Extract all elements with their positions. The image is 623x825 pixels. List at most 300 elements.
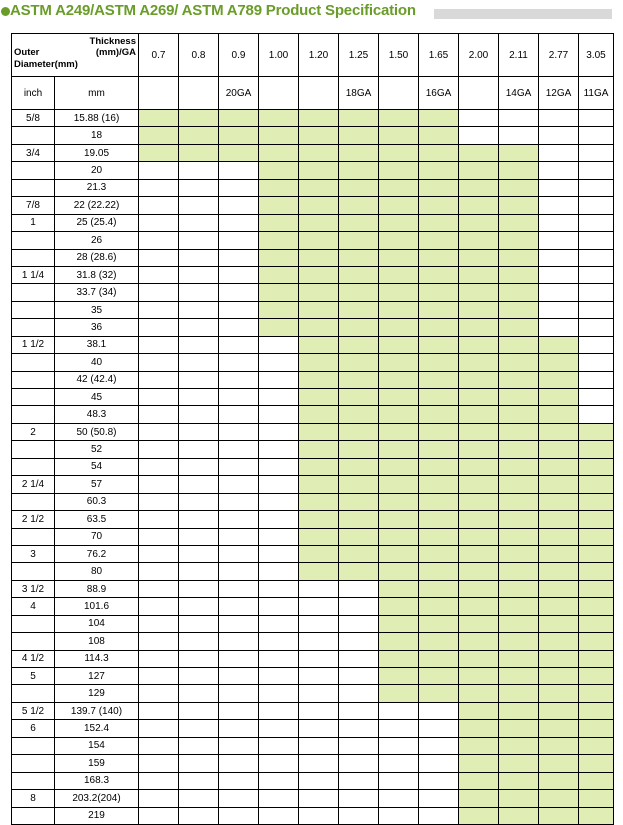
availability-cell	[139, 650, 179, 667]
availability-cell	[259, 772, 299, 789]
availability-cell	[299, 458, 339, 475]
inch-cell	[12, 284, 55, 301]
availability-cell	[139, 458, 179, 475]
availability-cell	[259, 668, 299, 685]
availability-cell	[259, 493, 299, 510]
availability-cell	[379, 528, 419, 545]
availability-cell	[219, 511, 259, 528]
mm-cell: 76.2	[55, 545, 139, 562]
availability-cell	[379, 249, 419, 266]
table-row	[12, 110, 614, 127]
availability-cell	[539, 232, 579, 249]
table-row	[12, 650, 614, 667]
availability-cell	[419, 127, 459, 144]
availability-cell	[579, 319, 614, 336]
availability-cell	[339, 598, 379, 615]
inch-cell: 1 1/4	[12, 266, 55, 283]
table-row	[12, 389, 614, 406]
availability-cell	[219, 319, 259, 336]
mm-cell: 36	[55, 319, 139, 336]
table-row	[12, 441, 614, 458]
inch-cell	[12, 371, 55, 388]
availability-cell	[579, 493, 614, 510]
availability-cell	[579, 545, 614, 562]
mm-cell: 88.9	[55, 580, 139, 597]
availability-cell	[219, 755, 259, 772]
mm-cell: 152.4	[55, 720, 139, 737]
availability-cell	[379, 807, 419, 824]
availability-cell	[259, 720, 299, 737]
table-row	[12, 354, 614, 371]
availability-cell	[419, 737, 459, 754]
availability-cell	[259, 685, 299, 702]
availability-cell	[299, 197, 339, 214]
availability-cell	[579, 737, 614, 754]
availability-cell	[259, 144, 299, 161]
inch-cell: 5 1/2	[12, 702, 55, 719]
availability-cell	[299, 214, 339, 231]
availability-cell	[419, 493, 459, 510]
availability-cell	[579, 790, 614, 807]
availability-cell	[219, 772, 259, 789]
inch-cell: 3/4	[12, 144, 55, 161]
mm-cell: 70	[55, 528, 139, 545]
availability-cell	[499, 528, 539, 545]
availability-cell	[419, 702, 459, 719]
inch-cell	[12, 528, 55, 545]
availability-cell	[299, 162, 339, 179]
availability-cell	[579, 249, 614, 266]
availability-cell	[459, 249, 499, 266]
mm-cell: 159	[55, 755, 139, 772]
inch-cell	[12, 389, 55, 406]
availability-cell	[379, 545, 419, 562]
thickness-header: 2.77	[539, 34, 579, 77]
mm-cell: 80	[55, 563, 139, 580]
availability-cell	[419, 336, 459, 353]
availability-cell	[499, 354, 539, 371]
availability-cell	[219, 371, 259, 388]
mm-cell: 35	[55, 301, 139, 318]
availability-cell	[179, 389, 219, 406]
table-row	[12, 162, 614, 179]
mm-cell: 20	[55, 162, 139, 179]
availability-cell	[419, 179, 459, 196]
availability-cell	[339, 668, 379, 685]
availability-cell	[459, 336, 499, 353]
availability-cell	[299, 127, 339, 144]
gauge-cell: 20GA	[219, 77, 259, 110]
thickness-header: 1.50	[379, 34, 419, 77]
availability-cell	[179, 179, 219, 196]
inch-cell	[12, 232, 55, 249]
availability-cell	[419, 633, 459, 650]
availability-cell	[579, 232, 614, 249]
availability-cell	[539, 354, 579, 371]
availability-cell	[379, 458, 419, 475]
availability-cell	[459, 127, 499, 144]
availability-cell	[219, 580, 259, 597]
availability-cell	[219, 633, 259, 650]
availability-cell	[179, 354, 219, 371]
availability-cell	[379, 441, 419, 458]
availability-cell	[539, 772, 579, 789]
availability-cell	[419, 790, 459, 807]
availability-cell	[499, 563, 539, 580]
availability-cell	[219, 790, 259, 807]
availability-cell	[459, 232, 499, 249]
availability-cell	[579, 772, 614, 789]
availability-cell	[459, 389, 499, 406]
availability-cell	[339, 319, 379, 336]
availability-cell	[219, 249, 259, 266]
availability-cell	[299, 144, 339, 161]
availability-cell	[379, 214, 419, 231]
bullet-icon	[1, 7, 10, 16]
availability-cell	[459, 650, 499, 667]
availability-cell	[139, 580, 179, 597]
inch-cell: 1	[12, 214, 55, 231]
availability-cell	[539, 545, 579, 562]
availability-cell	[459, 197, 499, 214]
availability-cell	[299, 406, 339, 423]
availability-cell	[299, 545, 339, 562]
availability-cell	[539, 284, 579, 301]
availability-cell	[579, 284, 614, 301]
availability-cell	[579, 580, 614, 597]
availability-cell	[179, 580, 219, 597]
availability-cell	[219, 476, 259, 493]
availability-cell	[419, 545, 459, 562]
mm-cell: 154	[55, 737, 139, 754]
availability-cell	[299, 755, 339, 772]
availability-cell	[339, 284, 379, 301]
availability-cell	[539, 668, 579, 685]
table-row	[12, 633, 614, 650]
availability-cell	[299, 807, 339, 824]
availability-cell	[379, 598, 419, 615]
table-row	[12, 319, 614, 336]
thickness-label: Thickness (mm)/GA	[89, 36, 136, 58]
availability-cell	[539, 563, 579, 580]
mm-cell: 104	[55, 615, 139, 632]
availability-cell	[339, 476, 379, 493]
availability-cell	[259, 319, 299, 336]
gauge-cell	[459, 77, 499, 110]
table-row	[12, 545, 614, 562]
thickness-header: 1.00	[259, 34, 299, 77]
availability-cell	[139, 668, 179, 685]
thickness-header: 0.8	[179, 34, 219, 77]
availability-cell	[219, 144, 259, 161]
mm-cell: 127	[55, 668, 139, 685]
spec-table	[11, 33, 614, 825]
availability-cell	[299, 702, 339, 719]
availability-cell	[179, 493, 219, 510]
availability-cell	[459, 162, 499, 179]
table-row	[12, 807, 614, 824]
thickness-header: 1.65	[419, 34, 459, 77]
availability-cell	[339, 127, 379, 144]
availability-cell	[179, 755, 219, 772]
availability-cell	[539, 650, 579, 667]
title-decor-bar	[434, 9, 612, 19]
availability-cell	[499, 545, 539, 562]
availability-cell	[379, 423, 419, 440]
availability-cell	[539, 476, 579, 493]
availability-cell	[299, 511, 339, 528]
availability-cell	[139, 214, 179, 231]
availability-cell	[259, 511, 299, 528]
inch-cell	[12, 249, 55, 266]
availability-cell	[339, 511, 379, 528]
availability-cell	[259, 232, 299, 249]
availability-cell	[579, 807, 614, 824]
availability-cell	[499, 650, 539, 667]
availability-cell	[539, 511, 579, 528]
availability-cell	[379, 772, 419, 789]
availability-cell	[459, 110, 499, 127]
availability-cell	[579, 336, 614, 353]
availability-cell	[259, 389, 299, 406]
availability-cell	[539, 197, 579, 214]
availability-cell	[579, 598, 614, 615]
availability-cell	[339, 354, 379, 371]
table-row	[12, 580, 614, 597]
availability-cell	[259, 528, 299, 545]
availability-cell	[499, 162, 539, 179]
inch-cell	[12, 441, 55, 458]
availability-cell	[379, 284, 419, 301]
availability-cell	[219, 458, 259, 475]
availability-cell	[219, 301, 259, 318]
availability-cell	[299, 476, 339, 493]
availability-cell	[139, 232, 179, 249]
availability-cell	[379, 476, 419, 493]
availability-cell	[139, 476, 179, 493]
availability-cell	[259, 563, 299, 580]
availability-cell	[139, 493, 179, 510]
availability-cell	[139, 179, 179, 196]
availability-cell	[339, 301, 379, 318]
availability-cell	[139, 702, 179, 719]
availability-cell	[579, 144, 614, 161]
inch-cell	[12, 807, 55, 824]
availability-cell	[299, 772, 339, 789]
availability-cell	[499, 423, 539, 440]
mm-cell: 203.2(204)	[55, 790, 139, 807]
availability-cell	[179, 214, 219, 231]
availability-cell	[459, 563, 499, 580]
availability-cell	[259, 650, 299, 667]
availability-cell	[499, 615, 539, 632]
availability-cell	[339, 720, 379, 737]
availability-cell	[219, 441, 259, 458]
availability-cell	[139, 266, 179, 283]
availability-cell	[539, 633, 579, 650]
availability-cell	[339, 458, 379, 475]
thickness-header: 2.11	[499, 34, 539, 77]
availability-cell	[379, 615, 419, 632]
availability-cell	[339, 755, 379, 772]
availability-cell	[219, 284, 259, 301]
mm-cell: 57	[55, 476, 139, 493]
availability-cell	[459, 737, 499, 754]
availability-cell	[419, 144, 459, 161]
availability-cell	[539, 441, 579, 458]
availability-cell	[339, 179, 379, 196]
mm-cell: 25 (25.4)	[55, 214, 139, 231]
availability-cell	[139, 528, 179, 545]
availability-cell	[499, 110, 539, 127]
availability-cell	[219, 598, 259, 615]
availability-cell	[139, 301, 179, 318]
availability-cell	[339, 423, 379, 440]
availability-cell	[219, 406, 259, 423]
availability-cell	[299, 580, 339, 597]
availability-cell	[419, 301, 459, 318]
availability-cell	[539, 458, 579, 475]
availability-cell	[179, 720, 219, 737]
availability-cell	[499, 685, 539, 702]
inch-cell: 7/8	[12, 197, 55, 214]
availability-cell	[179, 406, 219, 423]
availability-cell	[139, 406, 179, 423]
inch-cell	[12, 685, 55, 702]
mm-cell: 63.5	[55, 511, 139, 528]
availability-cell	[539, 110, 579, 127]
availability-cell	[299, 598, 339, 615]
availability-cell	[499, 319, 539, 336]
availability-cell	[299, 633, 339, 650]
availability-cell	[379, 633, 419, 650]
availability-cell	[139, 563, 179, 580]
availability-cell	[379, 319, 419, 336]
availability-cell	[179, 702, 219, 719]
availability-cell	[339, 702, 379, 719]
mm-cell: 28 (28.6)	[55, 249, 139, 266]
table-row	[12, 790, 614, 807]
availability-cell	[579, 476, 614, 493]
table-row	[12, 284, 614, 301]
availability-cell	[219, 545, 259, 562]
availability-cell	[459, 179, 499, 196]
gauge-cell	[379, 77, 419, 110]
availability-cell	[139, 511, 179, 528]
availability-cell	[299, 110, 339, 127]
table-row	[12, 144, 614, 161]
availability-cell	[339, 633, 379, 650]
availability-cell	[299, 319, 339, 336]
availability-cell	[579, 110, 614, 127]
availability-cell	[179, 336, 219, 353]
mm-cell: 168.3	[55, 772, 139, 789]
availability-cell	[539, 406, 579, 423]
mm-cell: 129	[55, 685, 139, 702]
availability-cell	[459, 214, 499, 231]
availability-cell	[259, 545, 299, 562]
availability-cell	[139, 336, 179, 353]
availability-cell	[379, 371, 419, 388]
mm-cell: 114.3	[55, 650, 139, 667]
availability-cell	[139, 790, 179, 807]
availability-cell	[419, 720, 459, 737]
availability-cell	[459, 144, 499, 161]
availability-cell	[459, 511, 499, 528]
availability-cell	[219, 493, 259, 510]
availability-cell	[179, 511, 219, 528]
availability-cell	[339, 371, 379, 388]
availability-cell	[459, 301, 499, 318]
availability-cell	[339, 197, 379, 214]
availability-cell	[179, 249, 219, 266]
availability-cell	[139, 598, 179, 615]
inch-cell	[12, 772, 55, 789]
availability-cell	[219, 528, 259, 545]
availability-cell	[179, 545, 219, 562]
availability-cell	[379, 702, 419, 719]
availability-cell	[219, 668, 259, 685]
availability-cell	[499, 772, 539, 789]
mm-cell: 219	[55, 807, 139, 824]
availability-cell	[499, 336, 539, 353]
inch-cell: 3 1/2	[12, 580, 55, 597]
availability-cell	[579, 563, 614, 580]
availability-cell	[419, 563, 459, 580]
availability-cell	[259, 580, 299, 597]
availability-cell	[459, 685, 499, 702]
inch-cell	[12, 458, 55, 475]
inch-cell	[12, 162, 55, 179]
availability-cell	[299, 528, 339, 545]
availability-cell	[419, 685, 459, 702]
availability-cell	[579, 441, 614, 458]
availability-cell	[259, 790, 299, 807]
availability-cell	[379, 127, 419, 144]
availability-cell	[499, 720, 539, 737]
availability-cell	[179, 197, 219, 214]
availability-cell	[419, 214, 459, 231]
availability-cell	[259, 406, 299, 423]
availability-cell	[259, 301, 299, 318]
mm-cell: 50 (50.8)	[55, 423, 139, 440]
availability-cell	[259, 458, 299, 475]
table-row	[12, 720, 614, 737]
availability-cell	[379, 389, 419, 406]
availability-cell	[459, 406, 499, 423]
availability-cell	[219, 232, 259, 249]
availability-cell	[219, 336, 259, 353]
availability-cell	[139, 545, 179, 562]
availability-cell	[259, 702, 299, 719]
mm-cell: 26	[55, 232, 139, 249]
availability-cell	[419, 423, 459, 440]
availability-cell	[179, 528, 219, 545]
availability-cell	[459, 720, 499, 737]
table-row	[12, 528, 614, 545]
availability-cell	[459, 702, 499, 719]
availability-cell	[339, 650, 379, 667]
availability-cell	[539, 807, 579, 824]
thickness-header: 0.7	[139, 34, 179, 77]
availability-cell	[179, 110, 219, 127]
gauge-cell: 14GA	[499, 77, 539, 110]
availability-cell	[259, 615, 299, 632]
availability-cell	[499, 371, 539, 388]
table-row	[12, 406, 614, 423]
availability-cell	[259, 423, 299, 440]
availability-cell	[419, 284, 459, 301]
